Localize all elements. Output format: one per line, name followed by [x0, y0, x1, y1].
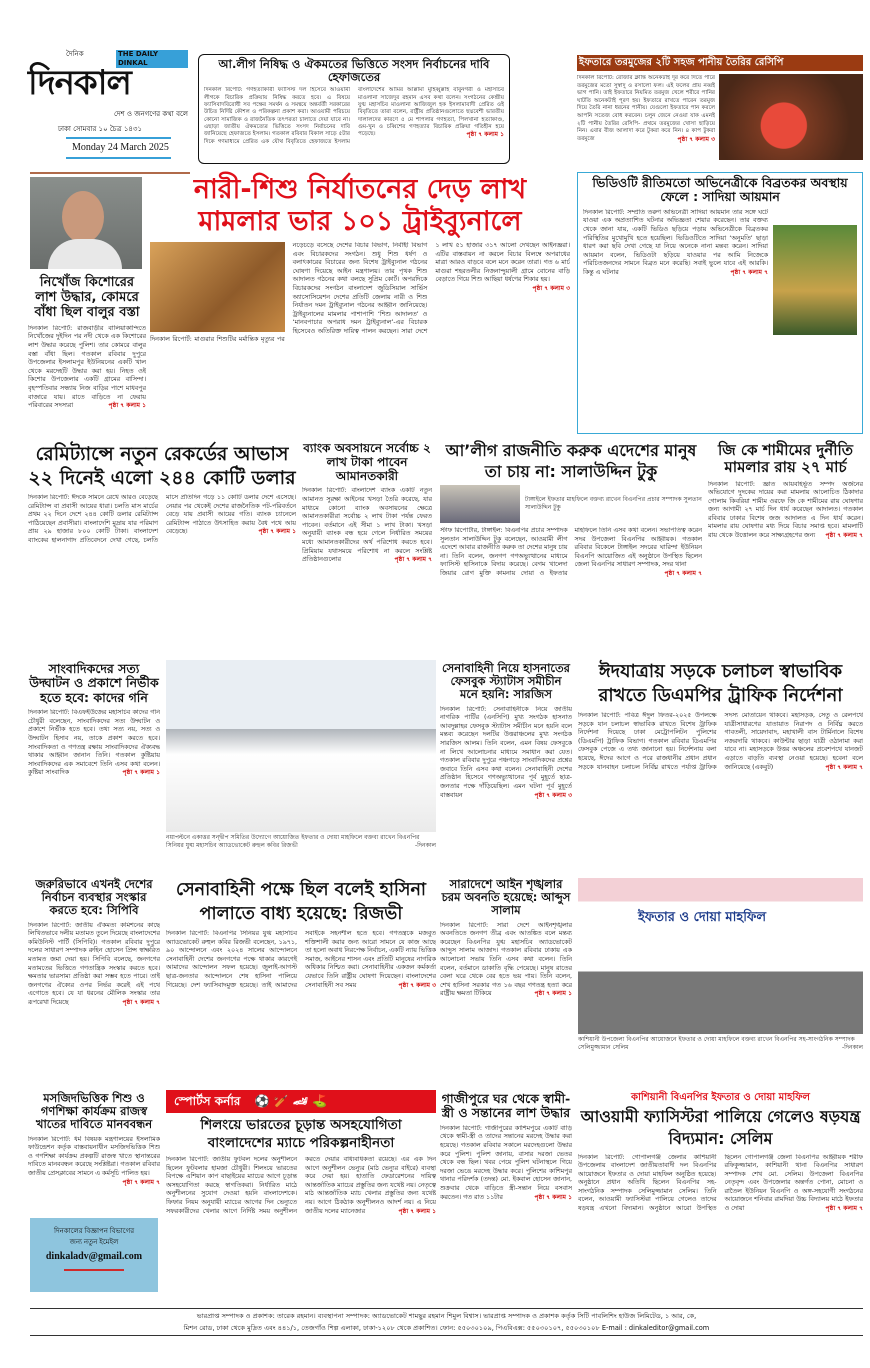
- article-sarjis[interactable]: [440, 662, 572, 862]
- headline: গাজীপুরে ঘর থেকে স্বামী-স্ত্রী ও সন্তানের লাশ উদ্ধার: [441, 1091, 571, 1121]
- article-gk-shamim[interactable]: [708, 442, 863, 634]
- article-recipe[interactable]: [577, 55, 863, 167]
- article-body: দিনকাল রিপোর্ট: সারা দেশে আইনশৃঙ্খলার অবনতিতে জনগণ তীব্র এবং আতঙ্কিত বলে মন্তব্য করেছেন বিএনপির যুগ্ম মহাসচিব অ্যাডভোকেট আব্দুস সালাম আজাদ। গতকাল রবিবার ঢাকায় এক আলোচনা সভায় তিনি এসব কথা বলেন। তিনি বলেন, বর্তমানে ডাকাতি বৃদ্ধি পেয়েছে। মানুষ রাতের বেলা ঘরে থেকে বের হতে ভয় পায়। তিনি বলেন, শেখ হাসিনা সরকার গত ১৬ বছর গণতন্ত্র হত্যা করে রাষ্ট্রীয় ক্ষমতা টিকিয়ে পৃষ্ঠা ৭ কলাম ১: [440, 921, 572, 998]
- headline: নিখোঁজ কিশোরের লাশ উদ্ধার, কোমরে বাঁধা ছিল বালুর বস্তা: [34, 275, 140, 320]
- article-body: দিনকাল রিপোর্ট: গোপালগঞ্জ জেলার কাশিয়ানী উপজেলায় বাংলাদেশ জাতীয়তাবাদী দল বিএনপির আয়োজনে ইফতার ও দোয়া মাহফিল অনুষ্ঠিত হয়েছে। অনুষ্ঠানে প্রধান অতিথি ছিলেন বিএনপির সহ-সাংগঠনিক সম্পাদক সেলিমুজ্জামান সেলিম। তিনি বলেন, আওয়ামী ফ্যাসিস্টরা পালিয়ে গেলেও তাদের ষড়যন্ত্র এখনো বিদ্যমান। অনুষ্ঠানে আরো উপস্থিত ছিলেন গোপালগঞ্জ জেলা বিএনপির আহ্বায়ক শরীফ রফিকুজ্জামান, কাশিয়ানী থানা বিএনপির সাধারণ সম্পাদক শেখ মো. সেলিম। উপজেলা বিএনপির নেতৃবৃন্দ এবং উপজেলার অন্তর্গত পোনা, মোচনা ও রাতৈল ইউনিয়ন বিএনপি ও অঙ্গ-সহযোগী সংগঠনের আয়োজনে শনিবার রামদিয়া উচ্চ বিদ্যালয় মাঠে ইফতার ও দোয়া পৃষ্ঠা ৭ কলাম ৭: [578, 1153, 863, 1213]
- kicker: কাশিয়ানী বিএনপির ইফতার ও দোয়া মাহফিল: [631, 1092, 810, 1103]
- headline: শিলংয়ে ভারতের চূড়ান্ত অসহযোগিতা বাংলাদেশের ম্যাচে পরিকল্পনাহীনতা: [200, 1117, 402, 1151]
- imprint-footer: [30, 1308, 863, 1336]
- article-body: দিনকাল রিপোর্ট: বিএফইউজের মহাসচিব কাদের গনি চৌধুরী বলেছেন, সাংবাদিকদের সত্য উদ্ঘাটন ও প্রকাশে নির্ভীক হতে হবে। তথ্য সত্য নয়, সত্য ও উদ্ঘাটন হিসাব নয়, তাকে প্রকাশ করতে হবে। সাংবাদিকতা ও গণতন্ত্র রক্ষায় সাংবাদিকদের ঐক্যবদ্ধ থাকার আহ্বান জানান তিনি। গতকাল কুষ্টিয়ায় সাংবাদিকদের এক সমাবেশে তিনি এসব কথা বলেন। কুষ্টিয়া সাংবাদিক পৃষ্ঠা ৭ কলাম ১: [28, 709, 160, 777]
- article-sports[interactable]: [166, 1090, 436, 1290]
- headline: সাংবাদিকদের সত্য উদ্ঘাটন ও প্রকাশে নির্ভীক হতে হবে: কাদের গনি: [29, 661, 159, 705]
- article-body: দিনকাল রিপোর্ট: বাংলাদেশ ব্যাংক একটি নতুন আমানত সুরক্ষা আইনের খসড়া তৈরি করেছে, যার মাধ্যমে কোনো ব্যাংক অবসায়নের ক্ষেত্রে আমানতকারীরা সর্বোচ্চ ২ লাখ টাকা পর্যন্ত ফেরত পাবেন। বর্তমানে এই সীমা ১ লাখ টাকা। খসড়া অনুযায়ী ব্যাংক বন্ধ হয়ে গেলে নির্ধারিত সময়ের মধ্যে আমানতকারীদের অর্থ পরিশোধ করতে হবে। প্রিমিয়াম যথাসময়ে পরিশোধ না করলে সংশ্লিষ্ট প্রতিষ্ঠানগুলোর পৃষ্ঠা ৭ কলাম ৭: [302, 487, 432, 564]
- ad-email[interactable]: dinkaladv@gmail.com: [45, 1251, 143, 1262]
- ad-line: দিনকালের বিজ্ঞাপন বিভাগের: [53, 1227, 135, 1235]
- headline: ইফতারে তরমুজের ২টি সহজ পানীয় তৈরির রেসিপি: [577, 55, 863, 71]
- article-body: দিনকাল রিপোর্ট: রাজবাড়ীর বালিয়াকান্দিতে নিখোঁজের দুইদিন পর নদী থেকে এক কিশোরের লাশ উদ্ধার করেছে পুলিশ। তার কোমরে বালুর বস্তা বাঁধা ছিল। গতকাল রবিবার দুপুরে উপজেলার ইসলামপুর ইউনিয়নের একটি খাল থেকে মরদেহটি উদ্ধার করা হয়। নিহত ওই কিশোর উপজেলার একটি গ্রামের বাসিন্দা। বৃহস্পতিবার সন্ধ্যায় নিজ বাড়ির পাশে মাধবপুর বাজারে যায়। রাতে বাড়িতে না ফেরায় পরিবারের সদস্যরা পৃষ্ঠা ৭ কলাম ১: [28, 324, 146, 410]
- article-body: দিনকাল রিপোর্ট: বিএনপির সিনিয়র যুগ্ম মহাসচিব অ্যাডভোকেট রুহুল কবির রিজভী বলেছেন, ১৯৭১, ৯০ আন্দোলনে এবং ২০২৪ সালের আন্দোলনে সেনাবাহিনী দেশের জনগণের পক্ষে থাকার কারণেই আমাদের আন্দোলন সফল হয়েছে। জুলাই-আগস্ট ছাত্র-জনতার আন্দোলনে শেষ হাসিনা পালিয়ে গিয়েছে। দেশ ফ্যাসিবাদমুক্ত হয়েছে। তাই আমাদের সবাইকে সহনশীল হতে হবে। গণতন্ত্রকে মজবুত শক্তিশালী করার জন্য আরো সামনে যে কাজ আছে তা হলো অবাধ নিরপেক্ষ নির্বাচন, একটি ন্যায় ভিত্তিক সমাজ, আইনের শাসন এবং প্রতিটি মানুষের নাগরিক অধিকার নিশ্চিত করা। সেনাবাহিনীর একজন কর্মকর্তা যেভাবে তিনি রাষ্ট্রীয় ঘোষণা দিয়েছেন। বাংলাদেশের সেনাবাহিনী সব সময় পৃষ্ঠা ৭ কলাম ৩: [166, 930, 436, 989]
- article-hefazat[interactable]: [198, 54, 510, 164]
- watermelon-juice-photo: [719, 74, 863, 160]
- continued-link: পৃষ্ঠা ৭ কলাম ১: [466, 131, 504, 139]
- headline: আ.লীগ নিষিদ্ধ ও ঐকমতের ভিত্তিতে সংসদ নির্বাচনের দাবি হেফাজতের: [218, 57, 490, 85]
- masthead-tagline: দেশ ও জনগণের কথা বলে: [113, 110, 188, 118]
- tuku-photo: [440, 485, 520, 523]
- article-remittance[interactable]: [28, 442, 296, 634]
- headline: ভিডিওটি রীতিমতো অভিনেত্রীকে বিব্রতকর অবস্থায় ফেলে : সাদিয়া আয়মান: [592, 175, 848, 205]
- article-body: দিনকাল রিপোর্ট: গাজীপুরের কাশিমপুরে একটি বাড়ি থেকে স্বামী-স্ত্রী ও তাদের সন্তানের মরদেহ উদ্ধার করা হয়েছে। গতকাল রবিবার সকালে মরদেহগুলো উদ্ধার করে পুলিশ। পুলিশ জানায়, বাসার দরজা ভেতর থেকে বন্ধ ছিল। খবর পেয়ে পুলিশ ঘটনাস্থলে গিয়ে দরজা ভেঙে মরদেহ উদ্ধার করে। পুলিশের কাশিমপুর থানার পরিদর্শক (তদন্ত) মো. ইকবাল হোসেন জানান, শুক্রবার থেকে বাড়িতে স্ত্রী-সন্তান নিয়ে বসবাস করতেন। গত রাত ১১টার পৃষ্ঠা ৭ কলাম ১: [440, 1124, 572, 1201]
- article-body: দিনকাল রিপোর্ট: সম্প্রতি তরুণ অভিনেত্রী সাদিয়া আয়মান তার সঙ্গে ঘটে যাওয়া এক অপ্রত্যাশিত ঘটনার অভিজ্ঞতা শেয়ার করেছেন। তার বক্তব্য থেকে জানা যায়, একটি ভিডিও ছড়িয়ে পড়ায় অভিনেত্রীকে বিব্রতকর পরিস্থিতির মুখোমুখি হতে হয়েছিল। ভিডিওটিতে সাদিয়া ‘অনুমতি’ ছাড়া ধারণ করা ছবি দেখা গেছে যা নিয়ে অনেকে নানা মন্তব্য করেন। সাদিয়া আয়মান বলেন, ভিডিওটা ছড়িয়ে যাওয়ার পর আমি নিজেকে পরিচিতজনদের সামনে বিব্রত মনে করেছি। সবাই ভুলে যাবে এই আরকি। কিন্তু এ ঘটনার পৃষ্ঠা ৭ কলাম ৭: [583, 209, 857, 338]
- photo-caption: টাঙ্গাইলে ইফতার মাহফিলে বক্তব্য রাখেন বিএনপির প্রচার সম্পাদক সুলতান সালাউদ্দিন টুকু: [525, 496, 702, 511]
- headline: আ’লীগ রাজনীতি করুক এদেশের মানুষ তা চায় না: সালাউদ্দিন টুকু: [445, 441, 697, 481]
- article-madrasa[interactable]: [28, 1092, 160, 1212]
- illustration-photo: [150, 242, 285, 332]
- photo-caption: কাশিয়ানী উপজেলা বিএনপির আয়োজনে ইফতার ও দোয়া মাহফিলে বক্তব্য রাখেন বিএনপির সহ-সাংগঠনিক সম্পাদক সেলিমুজ্জামান সেলিম -দিনকাল: [578, 1036, 863, 1051]
- imprint-line: ভারপ্রাপ্ত সম্পাদক ও প্রকাশক: তারেক রহমান। ব্যবস্থাপনা সম্পাদক: অ্যাডভোকেট শামছুর রহমান শিমুল বিশ্বাস। ভারপ্রাপ্ত সম্পাদক ও প্রকাশক কর্তৃক সিটি পাবলিশিং হাউজ লিমিটেড, ১ আর, কে,: [196, 1312, 697, 1320]
- article-missing-teen[interactable]: [28, 276, 146, 436]
- article-body: দিনকাল রিপোর্ট: জ্ঞাত আয়বহির্ভূত সম্পদ অর্জনের অভিযোগে দুদকের দায়ের করা মামলায় আলোচিত ঠিকাদার গোলাম কিবরিয়া শামীম ওরফে জি কে শামীমের রায় ঘোষণার জন্য আগামী ২৭ মার্চ দিন ধার্য করেছেন আদালত। গতকাল রবিবার ঢাকার বিশেষ জজ আদালত এ দিন ধার্য করেন। মামলার রায় ঘোষণার মধ্য দিয়ে বিচার সমাপ্ত হবে। মামলাটি রায় থেকে উত্তোলন করে সাক্ষ্যগ্রহণের জন্য পৃষ্ঠা ৭ কলাম ৭: [708, 480, 863, 540]
- article-body: দিনকাল রিপোর্ট: পবিত্র ঈদুল ফিতর-২০২৫ উপলক্ষে সড়কে যান চলাচল স্বাভাবিক রাখতে বিশেষ ট্রাফিক নির্দেশনা দিয়েছে ঢাকা মেট্রোপলিটন পুলিশের (ডিএমপি) ট্রাফিক বিভাগ। গতকাল রবিবার ডিএমপির ফেসবুক পেজে এ তথ্য জানানো হয়। নির্দেশনায় বলা হয়েছে, ঈদের আগে ও পরে রাজধানীর প্রধান প্রধান সড়কে যানবাহন চলাচল নির্বিঘ্ন রাখতে পর্যাপ্ত ট্রাফিক সদস্য মোতায়েন থাকবে। মহাসড়ক, সেতু ও রেলপথে যাত্রীসাধারণের যাতায়াত নিরাপদ ও নির্বিঘ্ন করতে গাবতলী, সায়েদাবাদ, মহাখালী বাস টার্মিনালে বিশেষ নজরদারি থাকবে। কাউন্টার ছাড়া যাত্রী ওঠানামা করা যাবে না। মহাসড়কে উত্তর অঞ্চলের প্রবেশপথে যানজট এড়াতে বাড়তি ব্যবস্থা নেওয়া হয়েছে। হবেনা বলে জানিয়েছে (একবুট) পৃষ্ঠা ৭ কলাম ৭: [578, 712, 863, 771]
- article-cpb[interactable]: [28, 878, 160, 1058]
- date-bn: ঢাকা সোমবার ১০ চৈত্র ১৪৩১: [58, 125, 142, 133]
- headline: নারী-শিশু নির্যাতনের দেড় লাখ মামলার ভার ১০১ ট্রাইব্যুনালে: [193, 174, 527, 237]
- article-body: দিনকাল রিপোর্ট: রোজার ক্লান্তি অনেকটাই দূর করে দিতে পারে তরমুজের মতো সুস্বাদু ও রসালো ফল। এই ফলের প্রায় নব্বই ভাগ পানি। তাই ইফতারে নিয়মিত তরমুজ খেলে শরীরে পানির ঘাটতি অনেকটাই পূরণ হয়। ইফতারে রাখতে পারেন তরমুজ দিয়ে তৈরি নানা ধরনের পানীয়। যেগুলো ইফতারে পান করলে আপনি সতেজ বোধ করবেন। চলুন জেনে নেওয়া যাক এমনই ২টি পানীয় তৈরির রেসিপি- প্রথমে তরমুজের খোসা ছাড়িয়ে নিন। এবার বীজ আলাদা করে টুকরা করে নিন। ৪ কাপ টুকরা তরমুজে পৃষ্ঠা ৭ কলাম ৩: [577, 75, 715, 143]
- headline: সেনাবাহিনী পক্ষে ছিল বলেই হাসিনা পালাতে বাধ্য হয়েছে: রিজভী: [175, 880, 427, 924]
- photo-caption: নয়াপল্টনে একাত্তর সন্দ্বীপ সমিতির উদ্যোগে আয়োজিত ইফতার ও দোয়া মাহফিলে বক্তব্য রাখেন বিএনপির সিনিয়র যুগ্ম মহাসচিব অ্যাডভোকেট রুহুল কবির রিজভী -দিনকাল: [166, 834, 436, 849]
- article-tuku[interactable]: [440, 440, 702, 656]
- ad-email-box: [30, 1218, 158, 1292]
- article-sadia[interactable]: [577, 172, 863, 434]
- actress-photo: [773, 225, 857, 335]
- masthead-english: THE DAILY DINKAL: [116, 50, 188, 68]
- masthead-logo: দিনকাল: [28, 63, 131, 103]
- article-body: দিনকাল রিপোর্ট: ঈদকে সামনে রেখে আরও বেড়েছে রেমিট্যান্স বা প্রবাসী আয়ের ধারা। চলতি মাস মার্চের প্রথম ২২ দিনে দেশে ২৪৪ কোটি ডলার রেমিট্যান্স পাঠিয়েছেন প্রবাসীরা। বাংলাদেশি মুদ্রায় যার পরিমাণ প্রায় ২৯ হাজার ৮০০ কোটি টাকা। বাংলাদেশ ব্যাংকের হালনাগাদ প্রতিবেদনে দেখা গেছে, চলতি মাসে প্রতিদিন গড়ে ১১ কোটি ডলার দেশে এসেছে। নেয়ার পর থেকেই দেশের রাজনৈতিক পট-পরিবর্তনে বেড়ে যায় প্রবাসী আয়ের গতি। ব্যাংক চ্যানেলে রেমিট্যান্স পাঠাতে উৎসাহিত করায় বৈধ পথে আয় বেড়েছে। পৃষ্ঠা ৭ কলাম ১: [28, 494, 296, 544]
- ad-line: জন্য নতুন ইমেইল: [69, 1238, 119, 1246]
- ifter-photo-block: [166, 660, 436, 860]
- kashiani-event-photo: [578, 878, 863, 1034]
- article-selim[interactable]: [578, 1092, 863, 1292]
- sports-banner: স্পোর্টস কর্নার ⚽ 🏏 🏎 ⛳: [166, 1090, 436, 1113]
- article-body: দিনকাল রিপোর্ট: সেনাবাহিনীকে নিয়ে জাতীয় নাগরিক পার্টির (এনসিপি) মুখ্য সংগঠক হাসনাত আবদুল্লাহর ফেসবুক স্ট্যাটাস সমীচীন মনে হয়নি বলে মন্তব্য করেছেন দলটির উত্তরাঞ্চলের মুখ্য সংগঠক সারজিস আলম। তিনি বলেন, এমন বিষয় ফেসবুকে না লিখে আলোচনার মাধ্যমে সমাধান করা যেত। গতকাল রবিবার দুপুরে পঞ্চগড়ে সাংবাদিকদের প্রশ্নের জবাবে তিনি এসব কথা বলেন। সেনাবাহিনী দেশের প্রতিষ্ঠান হিসেবে গণঅভ্যুত্থানের পূর্ব মুহূর্তে ছাত্র-জনতার পক্ষে দাঁড়িয়েছিল। এমন ঘটনা পূর্ব মুহূর্তে বাস্তবায়ন পৃষ্ঠা ৭ কলাম ৩: [440, 705, 572, 799]
- sports-icons: ⚽ 🏏 🏎 ⛳: [254, 1094, 328, 1108]
- article-dmp[interactable]: [578, 660, 863, 860]
- teen-photo: [30, 177, 142, 269]
- headline: মসজিদভিত্তিক শিশু ও গণশিক্ষা কার্যক্রম রাজস্ব খাতের দাবিতে মানববন্ধন: [35, 1091, 153, 1132]
- ad-rule: [64, 1269, 124, 1271]
- article-body: দিনকাল রিপোর্ট: গণহত্যাকারী ফ্যাসিস্ট দল হিসেবে আওয়ামী লীগকে বিচারিক প্রক্রিয়ায় নিষিদ্ধ করতে হবে। এ বিষয়ে ফ্যাসিবাদবিরোধী সব পক্ষের সমর্থন ও সমন্বয়ে অন্তর্বর্তী সরকারের উচিত নির্দিষ্ট কৌশল ও পরিকল্পনা প্রকাশ করা। আওয়ামী পরিচয়ে কোনো সামাজিক ও রাজনৈতিক তৎপরতা চালাতে দেয়া যাবে না। এছাড়া জাতীয় ঐকমত্যের ভিত্তিতে সংসদ নির্বাচনের দাবি জানিয়েছে হেফাজতে ইসলাম। গতকাল রবিবার বিকাল সাড়ে ৫টার দিকে গণমাধ্যমে প্রেরিত এক যৌথ বিবৃতিতে হেফাজতে ইসলাম বাংলাদেশের আমির আল্লামা মুহিব্বুল্লাহ বাবুনগরী ও মহাসচিব মাওলানা সাজেদুর রহমান এসব কথা বলেন। সংগঠনের কেন্দ্রীয় যুগ্ম মহাসচিব মাওলানা আজিজুল হক ইসলামাবাদী প্রেরিত ওই বিবৃতিতে তারা বলেন, রাষ্ট্রীয় প্রতিষ্ঠানগুলোতে ছদ্মবেশী ভারতীয় দালালদের কারণে ৫ মে শাপলার গণহত্যা, পিলখানা হত্যাকাণ্ড, গুম-খুন ও চব্বিশের গণহত্যার বিচারিক প্রক্রিয়া গতিহীন হয়ে পড়েছে। পৃষ্ঠা ৭ কলাম ১: [204, 87, 504, 145]
- article-body: দিনকাল রিপোর্ট: ধর্ম বিষয়ক মন্ত্রণালয়ের ইসলামিক ফাউন্ডেশন কর্তৃক বাস্তবায়নাধীন মসজিদভিত্তিক শিশু ও গণশিক্ষা কার্যক্রম প্রকল্পটি রাজস্ব খাতে স্থানান্তরের দাবিতে মানববন্ধন করেছে সংশ্লিষ্টরা। গতকাল রবিবার জাতীয় প্রেসক্লাবের সামনে এ কর্মসূচি পালিত হয়। পৃষ্ঠা ৭ কলাম ৭: [28, 1135, 160, 1186]
- photo-banner: ইফতার ও দোয়া মাহফিল: [638, 910, 767, 925]
- headline: ব্যাংক অবসায়নে সর্বোচ্চ ২ লাখ টাকা পাবেন আমানতকারী: [303, 441, 431, 483]
- imprint-line: মিশন রোড, ঢাকা থেকে মুদ্রিত এবং ৪৪১/১, তেজগাঁও শিল্প এলাকা, ঢাকা-১২০৮ থেকে প্রকাশিত। ফোন: ৫৫০৩০১০৯, পিএবিএক্স: ৫৫০৩০১০৭, ৫৫০৩০১০৮ E-mail : dinkaleditor@gmail.com: [183, 1324, 710, 1332]
- headline: জরুরিভাবে এখনই দেশের নির্বাচন ব্যবস্থার সংস্কার করতে হবে: সিপিবি: [35, 877, 153, 918]
- date-rule: [66, 137, 171, 139]
- ifter-event-photo: [166, 660, 436, 832]
- article-tribunal[interactable]: [150, 174, 570, 434]
- article-kader-gani[interactable]: [28, 662, 160, 862]
- article-body: দিনকাল রিপোর্ট: জাতীয় ফুটবল দলের অনুশীলনে ছিলেন ফুটবলার হামজা চৌধুরী। শিলংয়ে ভারতের বিপক্ষে এশিয়ান কাপ বাছাইয়ের ম্যাচের আগে চূড়ান্ত অসহযোগিতা করছে স্বাগতিকরা। নির্ধারিত মাঠে অনুশীলনের সুযোগ দেওয়া হয়নি বাংলাদেশকে। ফিফার নিয়ম অনুযায়ী ম্যাচের আগের দিন ভেন্যুতে সফরকারীদের খেলার আগে নির্দিষ্ট সময় অনুশীলন করতে দেয়ার বাধ্যবাধকতা রয়েছে। এর এক দিন আগে অনুশীলন ভেন্যুর (মাঠ ভেন্যুর বাইরে) ব্যবস্থা করে দেয়া হয়। হাতাতি ফেডারেশনের দায়িত্ব আন্তর্জাতিক ম্যাচের প্রস্তুতির জন্য যথেষ্ট নয়। নেতৃত্বে মাঠ আন্তর্জাতিক ম্যাচ খেলার প্রস্তুতির জন্য যথেষ্ট নয়। আগে ঠিকঠাক অনুশীলনও আদর্শ নয়। এ নিয়ে জাতীয় দলের ম্যানেজার পৃষ্ঠা ৭ কলাম ১: [166, 1156, 436, 1215]
- article-body: দিনকাল রিপোর্ট: মাগুরার শিশুটির মর্মান্তিক মৃত্যুর পর নড়েচড়ে বসেছে দেশের বিচার বিভাগ, নির্বাহী বিভাগ এবং বিচারকদের সংগঠন। শুধু শিশু ধর্ষণ ও বলাৎকারের বিচারের জন্য বিশেষ ট্রাইব্যুনাল গঠনের ঘোষণা দিয়েছে আইন মন্ত্রণালয়। তার পৃথক শিশু আদালত গঠনের কথা বলছে সুপ্রিম কোর্ট। অপরদিকে বিচারকদের সংগঠন বাংলাদেশ জুডিসিয়াল সার্ভিস অ্যাসোসিয়েশন দেশের প্রতিটি জেলায় নারী ও শিশু নির্যাতন দমন ট্রাইব্যুনাল গঠনের আহ্বান জানিয়েছে। ট্রাইব্যুনালের মামলার পাশাপাশি ‘শিশু আদালত’ ও ‘মানবপাচার অপরাধ দমন ট্রাইব্যুনাল’-এর বিচারক হিসেবেও অতিরিক্ত দায়িত্ব পালন করছেন। সারা দেশে ১ লাখ ৫১ হাজার ৩১৭ আলো দেখছেন আইনজ্ঞরা। এটির বাস্তবায়ন না করলে বিচার বিলম্বে অপরাধের মাত্রা আরও বাড়বে বলে মনে করেন তারা। গত ৬ মার্চ মাগুরা শহরতলীর নিজনান্দুয়ালী গ্রামে বোনের বাড়ি বেড়াতে গিয়ে শিশু আছিয়া ধর্ষণের শিকার হয়। পৃষ্ঠা ৭ কলাম ৩: [150, 242, 570, 343]
- article-body: দিনকাল রিপোর্ট: জাতীয় ঐকমত্য কমিশনের কাছে লিখিতভাবে দলীয় মতামত তুলে দিয়েছে বাংলাদেশের কমিউনিস্ট পার্টি (সিপিবি)। গতকাল রবিবার দুপুরে দলের সাধারণ সম্পাদক রুহিন হোসেন প্রিন্স স্বাক্ষরিত মতামত জমা দেয়া হয়। সিপিবি বলেছে, জনগণের মতামতের ভিত্তিতে গণতান্ত্রিক সংস্কার করতে হবে। ক্ষমতার ভারসাম্য প্রতিষ্ঠা করা সম্ভব হতে পারে। তাই জনগণের ঐক্যের ওপর নির্ভর করেই এই পথে এগোতে হবে। যে যা ধরনের মৌলিক সংস্কার তার রূপরেখা দিয়েছে পৃষ্ঠা ৭ কলাম ৭: [28, 921, 160, 1006]
- headline: জি কে শামীমের দুর্নীতি মামলার রায় ২৭ মার্চ: [717, 441, 854, 477]
- kashiani-photo-block: [578, 878, 863, 1058]
- masthead-small: দৈনিক: [66, 50, 84, 58]
- headline: আওয়ামী ফ্যাসিস্টরা পালিয়ে গেলেও ষড়যন্ত্র বিদ্যমান: সেলিম: [580, 1106, 861, 1148]
- article-salam[interactable]: [440, 878, 572, 1058]
- date-rule: [66, 157, 171, 159]
- article-gazipur[interactable]: [440, 1092, 572, 1292]
- headline: ঈদযাত্রায় সড়কে চলাচল স্বাভাবিক রাখতে ডিএমপির ট্রাফিক নির্দেশনা: [598, 661, 843, 706]
- headline: রেমিট্যান্সে নতুন রেকর্ডের আভাস ২২ দিনেই এলো ২৪৪ কোটি ডলার: [28, 443, 296, 489]
- headline: সেনাবাহিনী নিয়ে হাসনাতের ফেসবুক স্ট্যাটাস সমীচীন মনে হয়নি: সারজিস: [442, 661, 570, 702]
- article-bank[interactable]: [302, 442, 432, 634]
- date-en: Monday 24 March 2025: [72, 142, 169, 153]
- masthead: [28, 50, 188, 168]
- headline: সারাদেশে আইন শৃঙ্খলার চরম অবনতি হয়েছে: আব্দুস সালাম: [441, 877, 571, 918]
- article-rizvi[interactable]: [166, 878, 436, 1058]
- article-body: স্টাফ রিপোর্টার, টাঙ্গাইল: বিএনপির প্রচার সম্পাদক সুলতান সালাউদ্দিন টুকু বলেছেন, আওয়ামী লীগ এদেশে আবার রাজনীতি করুক তা দেশের মানুষ চায় না। তিনি বলেন, জনগণ গণঅভ্যুত্থানের মাধ্যমে ফ্যাসিস্ট হাসিনাকে বিদায় করেছে। বেগম খালেদা জিয়ার রোগ মুক্তি কামনায় দোয়া ও ইফতার মাহফিলে তিনি এসব কথা বলেন। সভাপতিত্ব করেন সদর উপজেলা বিএনপির আহ্বায়ক। গতকাল রবিবার বিকেলে টাঙ্গাইল সদরের ঘারিন্দা ইউনিয়ন বিএনপি আয়োজিত এই অনুষ্ঠানে উপস্থিত ছিলেন জেলা বিএনপির সাধারণ সম্পাদক, সদর থানা পৃষ্ঠা ৭ কলাম ৭: [440, 527, 702, 577]
- tuku-photo-block: [440, 485, 702, 523]
